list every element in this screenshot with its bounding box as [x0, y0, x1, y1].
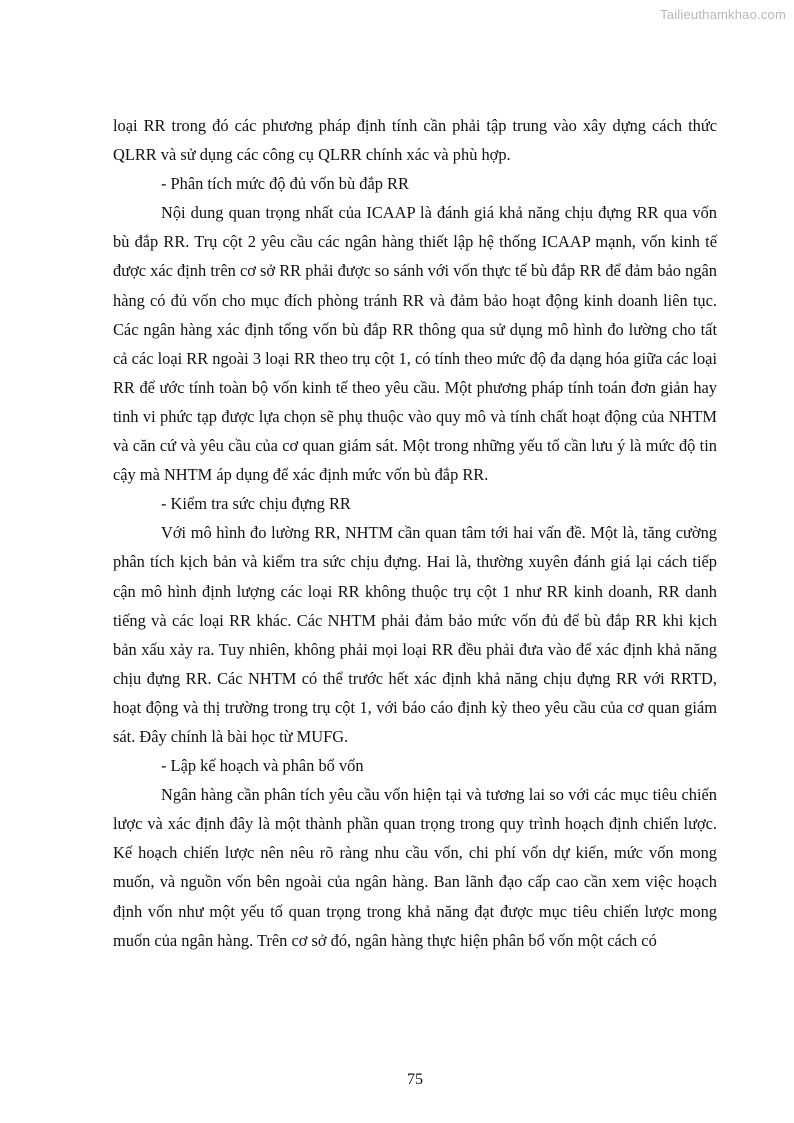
page-body: [113, 111, 717, 955]
page-number: 75: [407, 1071, 423, 1088]
paragraph-capital-planning: Ngân hàng cần phân tích yêu cầu vốn hiện tại và tương lai so với các mục tiêu chiến lược và xác định đây là một thành phần quan trọng trong quy trình hoạch định chiến lược. Kế hoạch chiến lược nên nêu rõ ràng nhu cầu vốn, chi phí vốn dự kiến, mức vốn mong muốn, và nguồn vốn bên ngoài của ngân hàng. Ban lãnh đạo cấp cao cần xem việc hoạch định vốn như một yếu tố quan trọng trong khả năng đạt được mục tiêu chiến lược mong muốn của ngân hàng. Trên cơ sở đó, ngân hàng thực hiện phân bổ vốn một cách có: [113, 785, 717, 950]
watermark-text: Tailieuthamkhao.com: [660, 7, 786, 22]
paragraph-capital-adequacy: Nội dung quan trọng nhất của ICAAP là đánh giá khả năng chịu đựng RR qua vốn bù đắp RR. Trụ cột 2 yêu cầu các ngân hàng thiết lập hệ thống ICAAP mạnh, vốn kinh tế được xác định trên cơ sở RR phải được so sánh với vốn thực tế bù đắp RR để đảm bảo ngân hàng có đủ vốn cho mục đích phòng tránh RR và đảm bảo hoạt động kinh doanh liên tục. Các ngân hàng xác định tổng vốn bù đắp RR thông qua sử dụng mô hình đo lường cho tất cả các loại RR ngoài 3 loại RR theo trụ cột 1, có tính theo mức độ đa dạng hóa giữa các loại RR để ước tính toàn bộ vốn kinh tế theo yêu cầu. Một phương pháp tính toán đơn giản hay tinh vi phức tạp được lựa chọn sẽ phụ thuộc vào quy mô và tính chất hoạt động của NHTM và căn cứ và yêu cầu của cơ quan giám sát. Một trong những yếu tố cần lưu ý là mức độ tin cậy mà NHTM áp dụng để xác định mức vốn bù đắp RR.: [113, 203, 717, 485]
paragraph-stress-test: Với mô hình đo lường RR, NHTM cần quan tâm tới hai vấn đề. Một là, tăng cường phân tích kịch bản và kiểm tra sức chịu đựng. Hai là, thường xuyên đánh giá lại cách tiếp cận mô hình định lượng các loại RR không thuộc trụ cột 1 như RR kinh doanh, RR danh tiếng và các loại RR khác. Các NHTM phải đảm bảo mức vốn đủ để bù đắp RR khi kịch bản xấu xảy ra. Tuy nhiên, không phải mọi loại RR đều phải đưa vào để xác định khả năng chịu đựng RR. Các NHTM có thể trước hết xác định khả năng chịu đựng RR với RRTD, hoạt động và thị trường trong trụ cột 1, với báo cáo định kỳ theo yêu cầu của cơ quan giám sát. Đây chính là bài học từ MUFG.: [113, 523, 717, 746]
heading-stress-test: - Kiểm tra sức chịu đựng RR: [161, 494, 351, 514]
paragraph-continuation: loại RR trong đó các phương pháp định tính cần phải tập trung vào xây dựng cách thức QLRR và sử dụng các công cụ QLRR chính xác và phù hợp.: [113, 116, 717, 165]
heading-capital-planning: - Lập kế hoạch và phân bổ vốn: [161, 756, 364, 776]
heading-capital-adequacy: - Phân tích mức độ đủ vốn bù đắp RR: [161, 174, 409, 194]
